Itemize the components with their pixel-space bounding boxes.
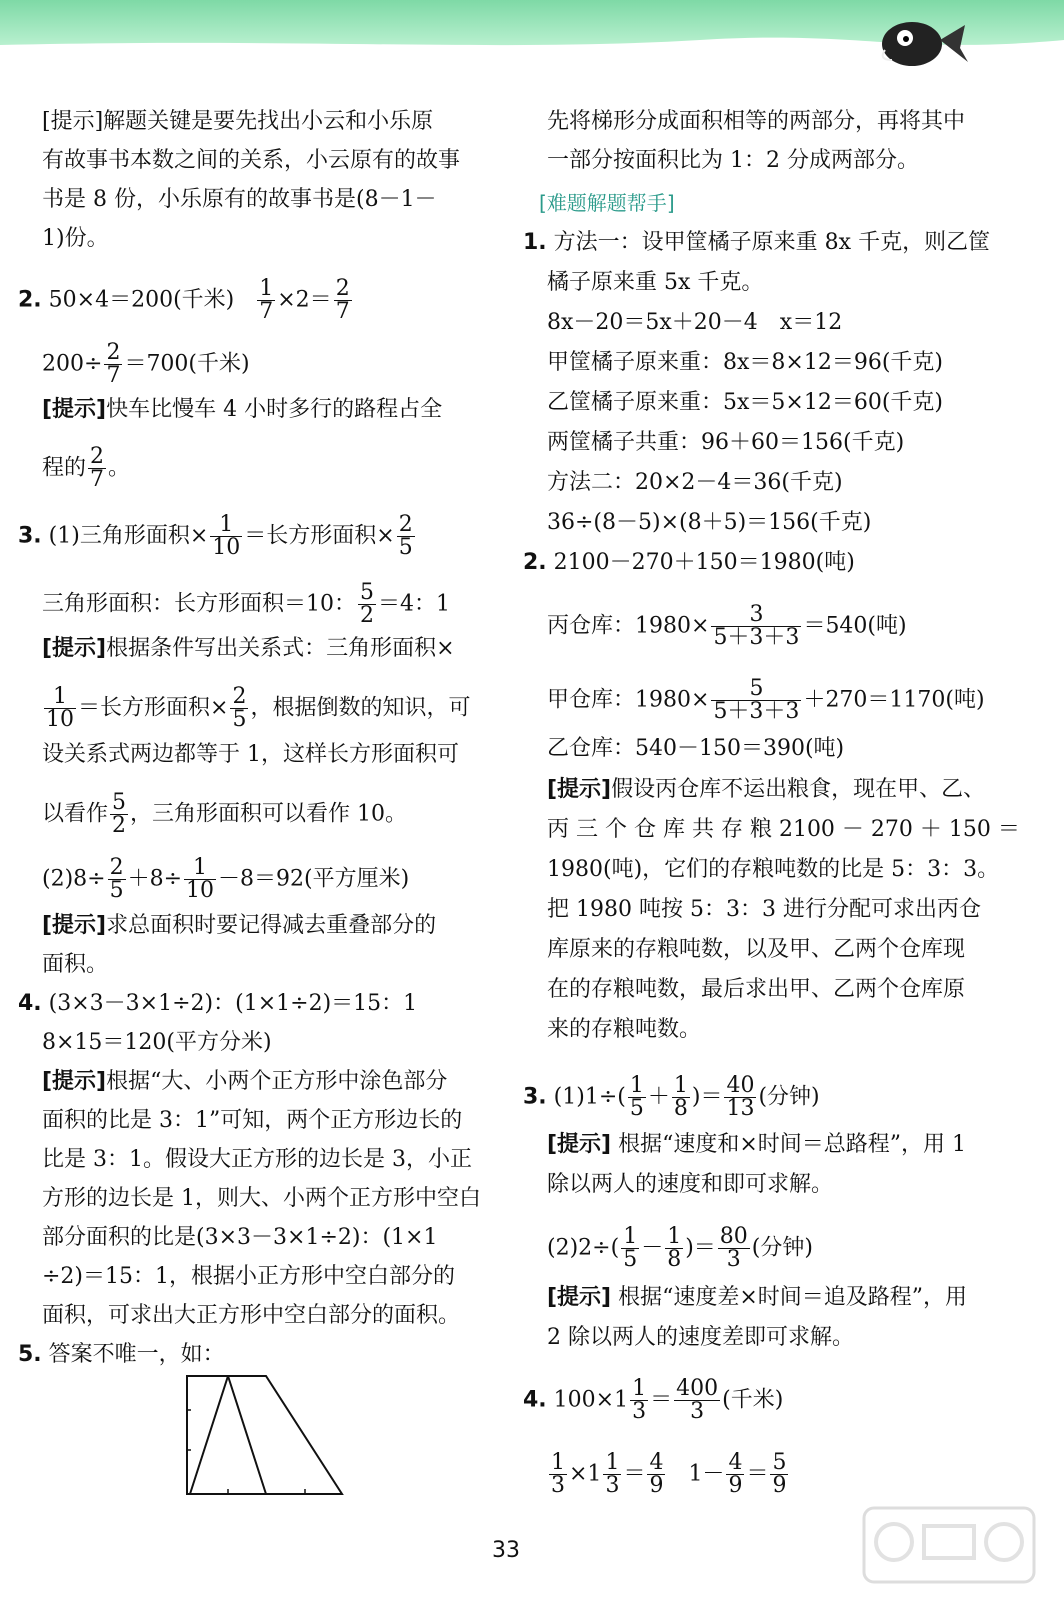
rq3-tip2-line2: 2 除以两人的速度差即可求解。 [547,1325,854,1350]
fraction: $\frac{5}{2}$ [112,790,127,838]
rq1-line8: 36÷(8－5)×(8＋5)＝156(千克) [547,510,872,535]
q1-tip-line1: [提示]解题关键是要先找出小云和小乐原 [42,109,434,134]
rq2-line3: 甲仓库：1980× $\frac{5}{5+3+3}$ ＋270＝1170(吨) [547,676,985,724]
q4-line1: 4. (3×3－3×1÷2)：(1×1÷2)＝15：1 [18,991,418,1016]
fraction: $\frac{4}{9}$ [728,1450,743,1498]
rq2-tip-line2: 丙 三 个 仓 库 共 存 粮 2100 － 270 ＋ 150 ＝ [547,817,1020,842]
q5-line1: 5. 答案不唯一，如： [18,1342,225,1367]
fraction: $\frac{1}{8}$ [673,1073,688,1121]
q2-tip-line2: 程的 $\frac{2}{7}$ 。 [42,444,131,492]
q3-tip-line4: 以看作 $\frac{5}{2}$ ，三角形面积可以看作 10。 [42,790,408,838]
rq2-line2: 丙仓库：1980× $\frac{3}{5+3+3}$ ＝540(吨) [547,602,907,650]
rq2-line1: 2. 2100－270＋150＝1980(吨) [523,550,855,575]
rq1-line7: 方法二：20×2－4＝36(千克) [547,470,843,495]
fraction: $\frac{4}{9}$ [649,1450,664,1498]
q4-tip-line5: 部分面积的比是(3×3－3×1÷2)：(1×1 [42,1225,438,1250]
rq1-line6: 两筐橘子共重：96＋60＝156(千克) [547,430,905,455]
rq3-tip1-line2: 除以两人的速度和即可求解。 [547,1172,834,1197]
fraction: $\frac{1}{10}$ [186,855,215,903]
fraction: $\frac{1}{10}$ [212,512,241,560]
fraction: $\frac{1}{3}$ [632,1376,647,1424]
fraction: $\frac{1}{8}$ [667,1224,682,1272]
q3-line3: (2)8÷ $\frac{2}{5}$ ＋8÷ $\frac{1}{10}$ －8＝92(平方厘米) [42,855,410,903]
q3-tip2-line2: 面积。 [42,952,109,977]
rq2-tip-line7: 来的存粮吨数。 [547,1017,702,1042]
fraction: $\frac{2}{7}$ [106,340,121,388]
fraction: $\frac{40}{13}$ [726,1073,755,1121]
rq3-tip2-line1: [提示] 根据“速度差×时间＝追及路程”，用 [547,1285,968,1310]
rq2-line4: 乙仓库：540－150＝390(吨) [547,736,845,761]
q1-tip-line2: 有故事书本数之间的关系，小云原有的故事 [42,148,461,173]
q1-tip-line4: 1)份。 [42,226,109,251]
r-line2: 一部分按面积比为 1：2 分成两部分。 [547,148,919,173]
fraction: $\frac{2}{5}$ [109,855,124,903]
rq4-line2: $\frac{1}{3}$ ×1 $\frac{1}{3}$ ＝ $\frac{4}{9}$ 1－ $\frac{4}{9}$ ＝ $\frac{5}{9}$ [551,1450,787,1498]
fraction: $\frac{5}{2}$ [360,580,374,628]
fraction: $\frac{1}{10}$ [46,684,74,732]
q2-line1: 2. 50×4＝200(千米) $\frac{1}{7}$ ×2＝ $\frac{2}{7}$ [18,276,350,324]
fraction: $\frac{2}{7}$ [335,276,350,324]
rq2-tip-line4: 把 1980 吨按 5：3：3 进行分配可求出丙仓 [547,897,981,922]
r-line1: 先将梯形分成面积相等的两部分，再将其中 [547,109,966,134]
rq1-line3: 8x－20＝5x＋20－4 x＝12 [547,310,843,335]
page-number: 33 [492,1538,520,1563]
q2-line2: 200÷ $\frac{2}{7}$ ＝700(千米) [42,340,250,388]
rq3-tip1-line1: [提示] 根据“速度和×时间＝总路程”，用 1 [547,1132,967,1157]
q3-tip-line3: 设关系式两边都等于 1，这样长方形面积可 [42,742,459,767]
fraction: $\frac{1}{7}$ [259,276,274,324]
fraction: $\frac{5}{5+3+3}$ [713,676,800,724]
q4-line2: 8×15＝120(平方分米) [42,1030,272,1055]
rq2-tip-line5: 库原来的存粮吨数，以及甲、乙两个仓库现 [547,937,966,962]
rq3-line1: 3. (1)1÷( $\frac{1}{5}$ ＋ $\frac{1}{8}$ )＝ $\frac{40}{13}$ (分钟) [523,1073,820,1121]
q3-tip-line2: $\frac{1}{10}$ ＝长方形面积× $\frac{2}{5}$ ，根据倒数的知识，可 [46,684,471,732]
q3-line2: 三角形面积：长方形面积＝10： $\frac{5}{2}$ ＝4：1 [42,580,450,628]
q1-tip-line3: 书是 8 份，小乐原有的故事书是(8－1－ [42,187,437,212]
q4-tip-line3: 比是 3：1。假设大正方形的边长是 3，小正 [42,1147,472,1172]
rq1-line4: 甲筐橘子原来重：8x＝8×12＝96(千克) [547,350,943,375]
rq2-tip-line1: [提示]假设丙仓库不运出粮食，现在甲、乙、 [547,777,986,802]
fraction: $\frac{2}{5}$ [398,512,413,560]
fraction: $\frac{1}{5}$ [623,1224,638,1272]
fraction: $\frac{2}{7}$ [90,444,105,492]
watermark-logo [854,1500,1044,1590]
rq2-tip-line3: 1980(吨)，它们的存粮吨数的比是 5：3：3。 [547,857,1000,882]
rq1-line1: 1. 方法一：设甲筐橘子原来重 8x 千克，则乙筐 [523,230,991,255]
fraction: $\frac{5}{9}$ [772,1450,787,1498]
fraction: $\frac{400}{3}$ [676,1376,719,1424]
q3-tip-line1: [提示]根据条件写出关系式：三角形面积× [42,636,455,661]
q4-tip-line4: 方形的边长是 1，则大、小两个正方形中空白 [42,1186,481,1211]
rq2-tip-line6: 在的存粮吨数，最后求出甲、乙两个仓库原 [547,977,966,1002]
q3-tip2-line1: [提示]求总面积时要记得减去重叠部分的 [42,913,437,938]
rq4-line1: 4. 100×1 $\frac{1}{3}$ ＝ $\frac{400}{3}$ (千米) [523,1376,784,1424]
fraction: $\frac{1}{5}$ [629,1073,644,1121]
q4-tip-line6: ÷2)＝15：1，根据小正方形中空白部分的 [42,1264,456,1289]
q4-tip-line1: [提示]根据“大、小两个正方形中涂色部分 [42,1069,448,1094]
fraction: $\frac{1}{3}$ [605,1450,620,1498]
q3-line1: 3. (1)三角形面积× $\frac{1}{10}$ ＝长方形面积× $\frac{2}{5}$ [18,512,413,560]
q2-tip-line1: [提示]快车比慢车 4 小时多行的路程占全 [42,397,443,422]
rq3-line2: (2)2÷( $\frac{1}{5}$ － $\frac{1}{8}$ )＝ $\frac{80}{3}$ (分钟) [547,1224,813,1272]
q4-tip-line7: 面积，可求出大正方形中空白部分的面积。 [42,1303,461,1328]
fraction: $\frac{2}{5}$ [232,684,247,732]
q4-tip-line2: 面积的比是 3：1”可知，两个正方形边长的 [42,1108,463,1133]
section-header: [难题解题帮手] [539,191,675,215]
trapezoid-diagram [180,1370,350,1500]
fraction: $\frac{80}{3}$ [719,1224,748,1272]
fraction: $\frac{3}{5+3+3}$ [713,602,800,650]
header-banner [0,0,1064,80]
fraction: $\frac{1}{3}$ [551,1450,565,1498]
rq1-line5: 乙筐橘子原来重：5x＝5×12＝60(千克) [547,390,943,415]
rq1-line2: 橘子原来重 5x 千克。 [547,270,764,295]
